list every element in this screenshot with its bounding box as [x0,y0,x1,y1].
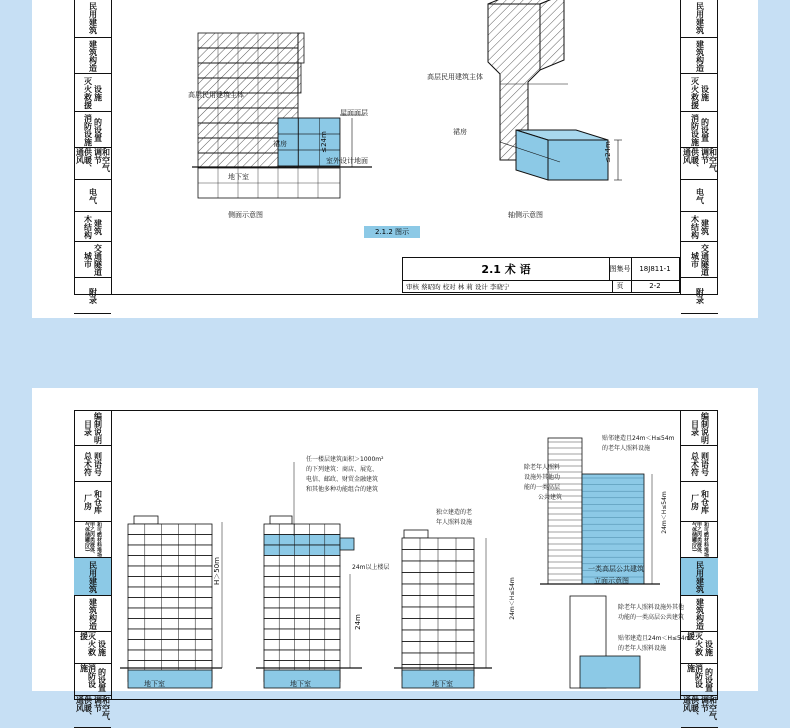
p2-left-tab-label: 和仓库 [93,489,103,514]
note-d1-2: 设施外其他功 [524,474,561,481]
tower-floor [198,48,298,63]
side-view-caption: 侧面示意图 [228,211,263,219]
p2-right-tab-7[interactable] [681,664,718,696]
left-tab-column-top [74,0,112,304]
p2-left-tab-label: 建筑构造 [88,597,98,630]
left-tab-column-bottom [74,410,112,720]
p2-left-tab-label: 民用建筑 [88,560,98,593]
label-basement-c: 地下室 [432,680,453,688]
label-roof-surface: 屋面面层 [340,109,368,117]
floor-band [128,619,212,630]
note-c-1: 独立建造的老 [436,509,473,516]
floor-band [128,556,212,567]
floor-band [264,587,340,598]
p2-left-tab-label: 总术符 [83,451,93,476]
atlas-label: 图集号 [609,258,632,281]
floor-band [264,545,340,556]
floor-band [264,566,340,577]
note-b-4: 和其他多种功能组合的建筑 [306,486,379,493]
floor-band [128,577,212,588]
p1-left-tab-2[interactable] [74,74,111,112]
label-h-over-50: H＞50m [213,557,221,585]
p1-right-tab-6[interactable] [681,212,718,242]
basement-a [128,670,212,688]
p2-right-tab-label: 和空气调节 [700,696,718,720]
p1-right-tab-label: 建筑构造 [695,39,705,72]
note-b-1: 任一楼层建筑面积＞1000m² [306,456,384,463]
plan-e-podium [580,656,640,688]
note-b-3: 电信、邮政、财贸金融建筑 [306,476,379,483]
p2-right-tab-label: 灭火救援 [686,632,704,656]
p2-right-tab-label: 消防设施 [686,664,704,688]
p1-right-tab-label: 民用建筑 [695,1,705,34]
p2-right-tab-label: 建筑构造 [695,597,705,630]
page-label: 页 [609,280,632,292]
p2-left-tab-label: 消防设施 [79,664,97,688]
title-text: 2.1 术 语 [403,258,610,281]
p2-right-tab-label: 编制说明 [700,411,710,444]
p2-right-tab-4[interactable] [681,558,718,596]
p1-left-tab-label: 的设置 [93,117,103,142]
p2-left-tab-8[interactable] [74,696,111,728]
p2-right-tab-label: 则语号 [700,451,710,476]
label-range-c: 24m＜H≤54m [508,577,516,620]
note-b-2: 的下列建筑：商店、展览、 [306,466,379,473]
p1-left-tab-8[interactable] [74,278,111,314]
label-basement: 地下室 [228,173,249,181]
review-row: 审核 蔡昭昀 校对 林 莉 设计 李晓宁 [403,280,613,292]
tower-step [298,33,304,63]
floor-band [264,556,340,567]
label-range-d: 24m＜H≤54m [660,491,668,534]
axonometric-drawing [472,0,632,210]
p2-left-tab-7[interactable] [74,664,111,696]
p2-left-tab-label: 的设置 [97,667,107,692]
p2-left-tab-1[interactable] [74,446,111,482]
note-e1-2: 功能的一类高层公共建筑 [618,614,685,621]
p1-left-tab-0[interactable] [74,0,111,38]
floor-band [128,587,212,598]
building-elevations [112,410,680,691]
p1-left-tab-label: 电气 [88,187,98,204]
page-number: 2-2 [649,282,661,290]
right-tab-column-bottom [680,410,718,720]
p2-left-tab-label: 设施 [97,639,107,656]
label-main-body: 高层民用建筑主体 [188,91,244,99]
p2-right-tab-label: 供暖、通风 [682,696,700,720]
p1-right-tab-2[interactable] [681,74,718,112]
p1-left-tab-label: 城市 [83,251,93,268]
note-d1-4: 公共建筑 [538,494,563,501]
p1-right-tab-3[interactable] [681,112,718,148]
page-top [32,0,758,318]
floor-band [264,640,340,651]
p2-left-tab-label: 编制说明 [93,411,103,444]
p2-right-tab-label: 甲乙丙类液体、气体储罐(区) [691,522,702,557]
note-e1-1: 除老年人照料设施外其他 [618,604,685,611]
cantilever [340,538,354,550]
p2-right-tab-1[interactable] [681,446,718,482]
p1-right-tab-8[interactable] [681,278,718,314]
p1-right-tab-label: 供暖、通风 [682,148,700,172]
p1-right-tab-4[interactable] [681,148,718,180]
label-h-24: 24m [353,614,362,630]
tower-floor [198,33,298,48]
page-bottom [32,388,758,720]
floor-band [128,640,212,651]
p1-left-tab-7[interactable] [74,242,111,278]
floor-band [128,608,212,619]
floor-band [128,598,212,609]
label-axo-main-body: 高层民用建筑主体 [427,73,483,81]
note-e2-2: 的老年人照料设施 [618,645,667,652]
p2-left-tab-0[interactable] [74,410,111,446]
floor-band [128,566,212,577]
floor-band [264,619,340,630]
p2-right-tab-label: 总术符 [690,451,700,476]
p2-left-tab-label: 目录 [83,419,93,436]
p1-right-tab-label: 灭火救援 [690,76,700,109]
tower-floor [198,63,298,78]
p1-left-tab-label: 建筑构造 [88,39,98,72]
p1-right-tab-label: 电气 [695,187,705,204]
label-axo-height: ≤24m [603,141,612,163]
p2-left-tab-label: 厂房 [83,493,93,510]
floor-band [264,608,340,619]
label-axo-podium: 裙房 [453,128,467,136]
atlas-number: 18J811-1 [631,258,679,281]
floor-band [264,535,340,546]
p2-right-tab-label: 和可燃材料堆场 [703,522,709,557]
p1-left-tab-label: 和空气调节 [93,148,111,172]
p1-right-tab-label: 附录 [695,287,705,304]
floor-band [264,650,340,661]
p2-right-tab-5[interactable] [681,596,718,632]
p2-right-tab-label: 和仓库 [700,489,710,514]
p1-right-tab-label: 建筑 [700,218,710,235]
p2-left-tab-label: 则语号 [93,451,103,476]
p1-left-tab-1[interactable] [74,38,111,74]
label-height-24: ≤24m [319,131,328,153]
roof-box [270,516,292,524]
p1-right-tab-label: 木结构 [690,214,700,239]
note-d1-3: 能的一类高层 [524,484,561,491]
p1-right-tab-label: 消防设施 [690,113,700,146]
note-d1-1: 除老年人照料 [524,464,561,471]
p2-left-tab-5[interactable] [74,596,111,632]
axo-caption: 轴侧示意图 [508,211,543,219]
p2-left-tab-label: 供暖、通风 [75,696,93,720]
p1-right-tab-5[interactable] [681,180,718,212]
floor-band [128,524,212,535]
p2-right-tab-label: 厂房 [690,493,700,510]
p1-left-tab-4[interactable] [74,148,111,180]
p1-right-tab-0[interactable] [681,0,718,38]
p2-right-tab-label: 的设置 [704,667,714,692]
p2-right-tab-3[interactable] [681,522,718,558]
p1-left-tab-label: 设施 [93,84,103,101]
p2-left-tab-label: 和可燃材料堆场 [96,522,102,557]
note-d2-2: 的老年人照料设施 [602,445,651,452]
p2-right-tab-0[interactable] [681,410,718,446]
floor-band [128,535,212,546]
label-podium: 裙房 [273,140,287,148]
label-outdoor-ground: 室外设计地面 [326,157,368,165]
p1-left-tab-label: 灭火救援 [83,76,93,109]
p1-left-tab-label: 附录 [88,287,98,304]
right-tab-column-top [680,0,718,304]
p2-right-tab-8[interactable] [681,696,718,728]
p2-right-tab-label: 民用建筑 [695,560,705,593]
floor-band [264,629,340,640]
floor-band [128,661,212,672]
note-e2-1: 贴邻建造且24m＜H≤54m [618,635,691,642]
floor-band [128,629,212,640]
p2-left-tab-2[interactable] [74,482,111,522]
p1-right-tab-1[interactable] [681,38,718,74]
floor-band [264,577,340,588]
label-basement-b: 地下室 [290,680,311,688]
p1-left-tab-5[interactable] [74,180,111,212]
note-d2-1: 贴邻建造且24m＜H≤54m [602,435,675,442]
p1-right-tab-7[interactable] [681,242,718,278]
p1-left-tab-label: 消防设施 [83,113,93,146]
caption-d-2: 立面示意图 [594,577,629,585]
title-block [402,257,680,293]
side-view-drawing [112,0,372,200]
figure-caption-box: 2.1.2 图示 [364,226,420,238]
p2-left-tab-label: 灭火救援 [79,632,97,656]
p2-right-tab-label: 设施 [704,639,714,656]
floor-band [264,661,340,672]
p2-right-tab-label: 目录 [690,419,700,436]
p2-left-tab-label: 和空气调节 [93,696,111,720]
label-basement-a: 地下室 [144,680,165,688]
p1-left-tab-label: 交通隧道 [93,243,103,276]
caption-d-1: 一类高层公共建筑 [588,565,644,573]
p1-left-tab-6[interactable] [74,212,111,242]
p1-left-tab-label: 供暖、通风 [75,148,93,172]
p1-left-tab-3[interactable] [74,112,111,148]
p2-left-tab-4[interactable] [74,558,111,596]
p1-left-tab-label: 民用建筑 [88,1,98,34]
p2-left-tab-3[interactable] [74,522,111,558]
roof-box [404,530,428,538]
p1-left-tab-label: 木结构 [83,214,93,239]
tower-step [298,63,301,93]
floor-band [264,598,340,609]
note-c-2: 年人照料设施 [436,519,473,526]
p1-right-tab-label: 交通隧道 [700,243,710,276]
floor-band [128,545,212,556]
p2-left-tab-label: 甲乙丙类液体、气体储罐(区) [84,522,95,557]
p1-left-tab-label: 建筑 [93,218,103,235]
roof-box [134,516,158,524]
p1-right-tab-label: 的设置 [700,117,710,142]
p2-left-tab-6[interactable] [74,632,111,664]
p1-right-tab-label: 和空气调节 [700,148,718,172]
floor-band [128,650,212,661]
floor-band [264,524,340,535]
p1-right-tab-label: 城市 [690,251,700,268]
p2-right-tab-2[interactable] [681,482,718,522]
label-above-24: 24m以上楼层 [352,564,390,571]
p1-right-tab-label: 设施 [700,84,710,101]
